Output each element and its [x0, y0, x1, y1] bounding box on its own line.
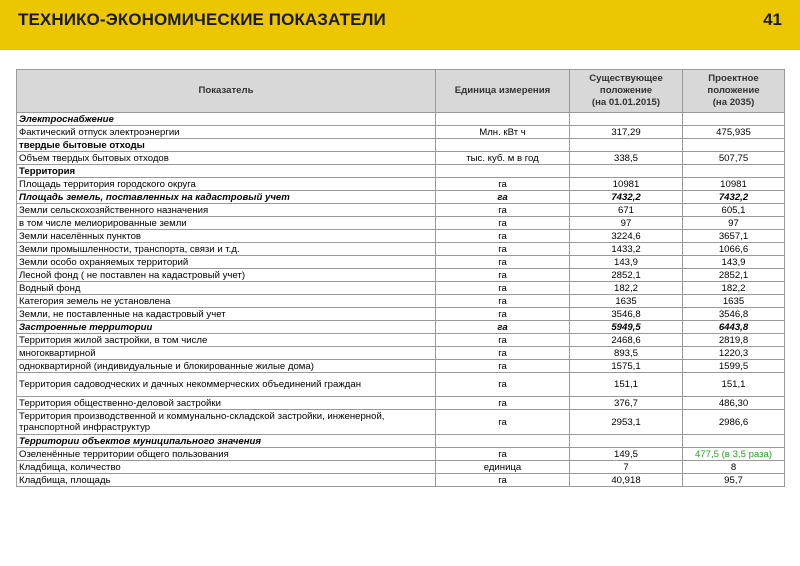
row-project: 2819,8 — [683, 334, 785, 347]
row-unit: га — [436, 230, 570, 243]
table-row — [17, 139, 785, 152]
row-project: 143,9 — [683, 256, 785, 269]
row-existing: 338,5 — [570, 152, 683, 165]
row-unit: га — [436, 334, 570, 347]
table-row — [17, 360, 785, 373]
table-row — [17, 410, 785, 435]
row-label: Территория садоводческих и дачных некоммерческих объединений граждан — [17, 373, 436, 397]
row-existing: 1433,2 — [570, 243, 683, 256]
row-project: 1599,5 — [683, 360, 785, 373]
row-existing: 1575,1 — [570, 360, 683, 373]
row-label: многоквартирной — [17, 347, 436, 360]
header-existing-line2: положение — [599, 85, 653, 96]
row-existing: 3546,8 — [570, 308, 683, 321]
row-unit: га — [436, 191, 570, 204]
table-row — [17, 282, 785, 295]
row-label: Застроенные территории — [17, 321, 436, 334]
table-row — [17, 397, 785, 410]
row-existing: 149,5 — [570, 448, 683, 461]
header-existing-line1: Существующее — [589, 73, 663, 84]
row-unit: га — [436, 360, 570, 373]
row-unit: га — [436, 256, 570, 269]
row-existing: 317,29 — [570, 126, 683, 139]
row-project-highlight: 477,5 (в 3,5 раза) — [683, 448, 785, 461]
row-label: Озеленённые территории общего пользования — [17, 448, 436, 461]
row-existing: 7 — [570, 461, 683, 474]
row-unit — [436, 165, 570, 178]
page-title: ТЕХНИКО-ЭКОНОМИЧЕСКИЕ ПОКАЗАТЕЛИ — [18, 10, 386, 29]
row-label: Категория земель не установлена — [17, 295, 436, 308]
row-unit: га — [436, 269, 570, 282]
row-existing: 2468,6 — [570, 334, 683, 347]
table-row — [17, 295, 785, 308]
row-unit: га — [436, 243, 570, 256]
row-unit: га — [436, 204, 570, 217]
row-label: Территория — [17, 165, 436, 178]
row-label: Земли особо охраняемых территорий — [17, 256, 436, 269]
table-row — [17, 334, 785, 347]
row-existing: 143,9 — [570, 256, 683, 269]
row-project: 475,935 — [683, 126, 785, 139]
row-unit: га — [436, 397, 570, 410]
row-project: 7432,2 — [683, 191, 785, 204]
row-label: Земли населённых пунктов — [17, 230, 436, 243]
row-project — [683, 113, 785, 126]
row-unit: га — [436, 474, 570, 487]
row-project: 97 — [683, 217, 785, 230]
table-row — [17, 373, 785, 397]
row-label: Земли сельскохозяйственного назначения — [17, 204, 436, 217]
row-project: 605,1 — [683, 204, 785, 217]
row-label: одноквартирной (индивидуальные и блокированные жилые дома) — [17, 360, 436, 373]
table-row — [17, 217, 785, 230]
header-project-line2: положение — [707, 85, 760, 96]
header-project-line1: Проектное — [708, 73, 759, 84]
row-existing: 182,2 — [570, 282, 683, 295]
row-unit: га — [436, 178, 570, 191]
row-label: в том числе мелиорированные земли — [17, 217, 436, 230]
row-project: 6443,8 — [683, 321, 785, 334]
table-row — [17, 152, 785, 165]
row-existing: 671 — [570, 204, 683, 217]
row-project: 3546,8 — [683, 308, 785, 321]
table-header-row — [17, 70, 785, 113]
row-project: 486,30 — [683, 397, 785, 410]
table-row — [17, 230, 785, 243]
row-project: 2986,6 — [683, 410, 785, 435]
row-unit: Млн. кВт ч — [436, 126, 570, 139]
row-label: Кладбища, площадь — [17, 474, 436, 487]
header-project-line3: (на 2035) — [712, 97, 755, 108]
row-label: Электроснабжение — [17, 113, 436, 126]
row-existing: 97 — [570, 217, 683, 230]
table-row — [17, 435, 785, 448]
row-existing: 893,5 — [570, 347, 683, 360]
row-project: 10981 — [683, 178, 785, 191]
row-unit: га — [436, 373, 570, 397]
row-unit: га — [436, 217, 570, 230]
row-unit: единица — [436, 461, 570, 474]
table-row — [17, 191, 785, 204]
table-row — [17, 474, 785, 487]
indicators-table — [16, 69, 785, 487]
row-existing: 10981 — [570, 178, 683, 191]
row-existing: 7432,2 — [570, 191, 683, 204]
row-unit — [436, 113, 570, 126]
table-row — [17, 321, 785, 334]
row-label: Территория общественно-деловой застройки — [17, 397, 436, 410]
header-unit: Единица измерения — [436, 70, 570, 113]
table-row — [17, 113, 785, 126]
row-project: 2852,1 — [683, 269, 785, 282]
row-existing — [570, 435, 683, 448]
row-label: Фактический отпуск электроэнергии — [17, 126, 436, 139]
row-label: твердые бытовые отходы — [17, 139, 436, 152]
row-label: Водный фонд — [17, 282, 436, 295]
row-existing — [570, 139, 683, 152]
row-unit — [436, 435, 570, 448]
row-unit — [436, 139, 570, 152]
table-row — [17, 448, 785, 461]
row-project: 507,75 — [683, 152, 785, 165]
row-label: Объем твердых бытовых отходов — [17, 152, 436, 165]
header-existing-line3: (на 01.01.2015) — [591, 97, 661, 108]
row-project: 1635 — [683, 295, 785, 308]
row-existing: 376,7 — [570, 397, 683, 410]
row-existing: 40,918 — [570, 474, 683, 487]
table-row — [17, 126, 785, 139]
row-project: 95,7 — [683, 474, 785, 487]
table-row — [17, 308, 785, 321]
row-unit: га — [436, 282, 570, 295]
row-existing: 5949,5 — [570, 321, 683, 334]
table-row — [17, 256, 785, 269]
row-project: 1220,3 — [683, 347, 785, 360]
header-project — [683, 70, 785, 113]
row-label: Площадь территория городского округа — [17, 178, 436, 191]
row-label: Территория производственной и коммунально-складской застройки, инженерной, транспортной инфраструктур — [17, 410, 436, 435]
row-unit: тыс. куб. м в год — [436, 152, 570, 165]
row-label: Территории объектов муниципального значения — [17, 435, 436, 448]
row-label: Земли промышленности, транспорта, связи и т.д. — [17, 243, 436, 256]
row-project: 3657,1 — [683, 230, 785, 243]
table-row — [17, 347, 785, 360]
page-number: 41 — [763, 10, 782, 29]
row-project: 182,2 — [683, 282, 785, 295]
row-unit: га — [436, 448, 570, 461]
table-row — [17, 243, 785, 256]
row-unit: га — [436, 308, 570, 321]
row-project: 151,1 — [683, 373, 785, 397]
header-indicator: Показатель — [17, 70, 436, 113]
row-existing: 2852,1 — [570, 269, 683, 282]
row-existing: 1635 — [570, 295, 683, 308]
table-row — [17, 204, 785, 217]
row-project — [683, 435, 785, 448]
row-existing: 2953,1 — [570, 410, 683, 435]
row-label: Площадь земель, поставленных на кадастровый учет — [17, 191, 436, 204]
row-label: Лесной фонд ( не поставлен на кадастровый учет) — [17, 269, 436, 282]
table-row — [17, 461, 785, 474]
table-row — [17, 269, 785, 282]
row-existing: 3224,6 — [570, 230, 683, 243]
row-existing — [570, 113, 683, 126]
row-unit: га — [436, 321, 570, 334]
header-existing — [570, 70, 683, 113]
row-unit: га — [436, 347, 570, 360]
row-project: 8 — [683, 461, 785, 474]
table-row — [17, 178, 785, 191]
row-label: Территория жилой застройки, в том числе — [17, 334, 436, 347]
table-row — [17, 165, 785, 178]
row-project: 1066,6 — [683, 243, 785, 256]
row-label: Земли, не поставленные на кадастровый учет — [17, 308, 436, 321]
row-existing — [570, 165, 683, 178]
row-existing: 151,1 — [570, 373, 683, 397]
row-project — [683, 165, 785, 178]
title-bar — [0, 0, 800, 50]
row-unit: га — [436, 410, 570, 435]
row-unit: га — [436, 295, 570, 308]
row-project — [683, 139, 785, 152]
row-label: Кладбища, количество — [17, 461, 436, 474]
